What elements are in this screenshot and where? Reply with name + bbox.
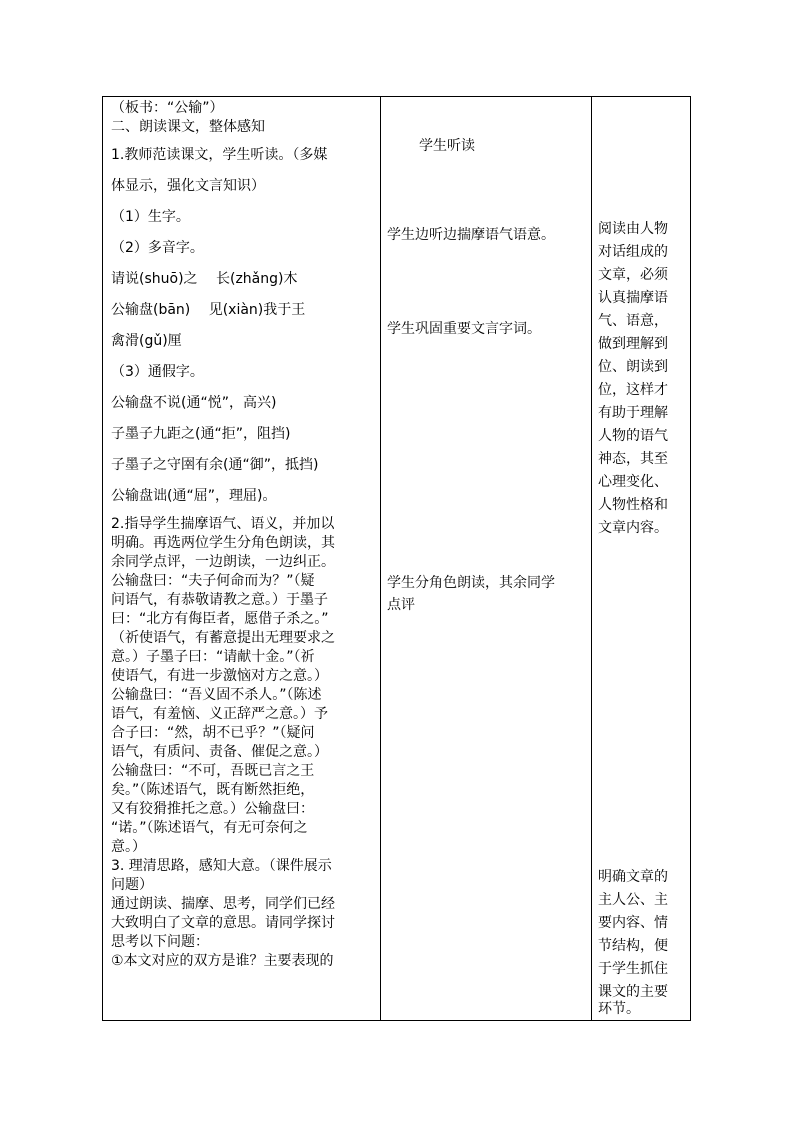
design-intent-cell (592, 97, 690, 1020)
text-line: 语气，有质问、责备、催促之意。） (111, 744, 328, 760)
text-line: 公输盘曰：“吾义固不杀人。”（陈述 (111, 687, 322, 703)
text-line: 人物的语气 (598, 428, 668, 444)
text-line: 余同学点评，一边朗读，一边纠正。 (111, 554, 335, 570)
text-line: 认真揣摩语 (598, 290, 668, 306)
text-line: 2.指导学生揣摩语气、语义，并加以 (111, 516, 335, 532)
teaching-process-cell (103, 97, 380, 1020)
text-line: （3）通假字。 (111, 364, 204, 380)
text-line: 1.教师范读课文，学生听读。（多媒 (111, 147, 328, 163)
text-line: （板书：“公输”） (111, 100, 224, 116)
text-line: 学生听读 (419, 138, 475, 154)
text-line: 合子曰：“然，胡不已乎？”（疑问 (111, 725, 315, 741)
text-line: ①本文对应的双方是谁？主要表现的 (111, 953, 334, 969)
text-line: 课文的主要 (598, 984, 668, 1000)
text-line: 环节。 (598, 1001, 640, 1017)
text-line: 曰：“北方有侮臣者，愿借子杀之。” (111, 611, 329, 627)
student-activity-cell (381, 97, 591, 1020)
text-line: 位，这样才 (598, 382, 668, 398)
text-line: 学生边听边揣摩语气语意。 (387, 227, 555, 243)
text-line: 学生分角色朗读，其余同学 (387, 575, 555, 591)
text-line: 使语气，有进一步激恼对方之意。） (111, 668, 328, 684)
text-line: 公输盘(bān) 见(xiàn)我于王 (111, 302, 306, 318)
text-line: 点评 (387, 597, 415, 613)
text-line: 矣。”（陈述语气，既有断然拒绝， (111, 782, 315, 798)
text-line: 3. 理清思路，感知大意。（课件展示 (111, 858, 332, 874)
text-line: 公输盘曰：“夫子何命而为？”（疑 (111, 573, 315, 589)
text-line: 文章内容。 (598, 520, 668, 536)
text-line: 意。）子墨子曰：“请献十金。”（祈 (111, 649, 315, 665)
text-line: 文章，必须 (598, 267, 668, 283)
text-line: 学生巩固重要文言字词。 (387, 321, 541, 337)
text-line: 人物性格和 (598, 497, 668, 513)
text-line: 位、朗读到 (598, 359, 668, 375)
text-line: 于学生抓住 (598, 961, 668, 977)
text-line: 请说(shuō)之 长(zhǎng)木 (111, 271, 298, 287)
text-line: （祈使语气，有蓄意提出无理要求之 (111, 630, 335, 646)
text-line: 二、朗读课文，整体感知 (111, 119, 265, 135)
lesson-plan-table (102, 96, 691, 1021)
text-line: 公输盘诎(通“屈”，理屈)。 (111, 488, 277, 504)
text-line: 心理变化、 (598, 474, 668, 490)
text-line: 子墨子之守圉有余(通“御”，抵挡) (111, 457, 319, 473)
text-line: 问语气，有恭敬请教之意。）于墨子 (111, 592, 328, 608)
text-line: 问题） (111, 877, 153, 893)
text-line: 公输盘不说(通“悦”，高兴) (111, 395, 277, 411)
text-line: 做到理解到 (598, 336, 668, 352)
text-line: 主人公、主 (598, 892, 668, 908)
text-line: （1）生字。 (111, 209, 190, 225)
text-line: 公输盘曰：“不可，吾既已言之王 (111, 763, 315, 779)
text-line: 体显示，强化文言知识） (111, 178, 265, 194)
text-line: 有助于理解 (598, 405, 668, 421)
text-line: 思考以下问题： (111, 934, 209, 950)
text-line: （2）多音字。 (111, 240, 204, 256)
text-line: 要内容、情 (598, 915, 668, 931)
text-line: 节结构，便 (598, 938, 668, 954)
text-line: “诺。”（陈述语气，有无可奈何之 (111, 820, 308, 836)
text-line: 禽滑(gǔ)厘 (111, 333, 182, 349)
text-line: 大致明白了文章的意思。请同学探讨 (111, 915, 335, 931)
text-line: 通过朗读、揣摩、思考，同学们已经 (111, 896, 335, 912)
text-line: 子墨子九距之(通“拒”，阻挡) (111, 426, 291, 442)
text-line: 意。） (111, 839, 146, 855)
text-line: 又有狡猾推托之意。）公输盘曰： (111, 801, 314, 817)
text-line: 气、语意， (598, 313, 668, 329)
text-line: 对话组成的 (598, 244, 668, 260)
text-line: 明确。再选两位学生分角色朗读，其 (111, 535, 335, 551)
text-line: 阅读由人物 (598, 221, 668, 237)
text-line: 语气，有羞恼、义正辞严之意。）予 (111, 706, 328, 722)
text-line: 神态，其至 (598, 451, 668, 467)
text-line: 明确文章的 (598, 869, 668, 885)
